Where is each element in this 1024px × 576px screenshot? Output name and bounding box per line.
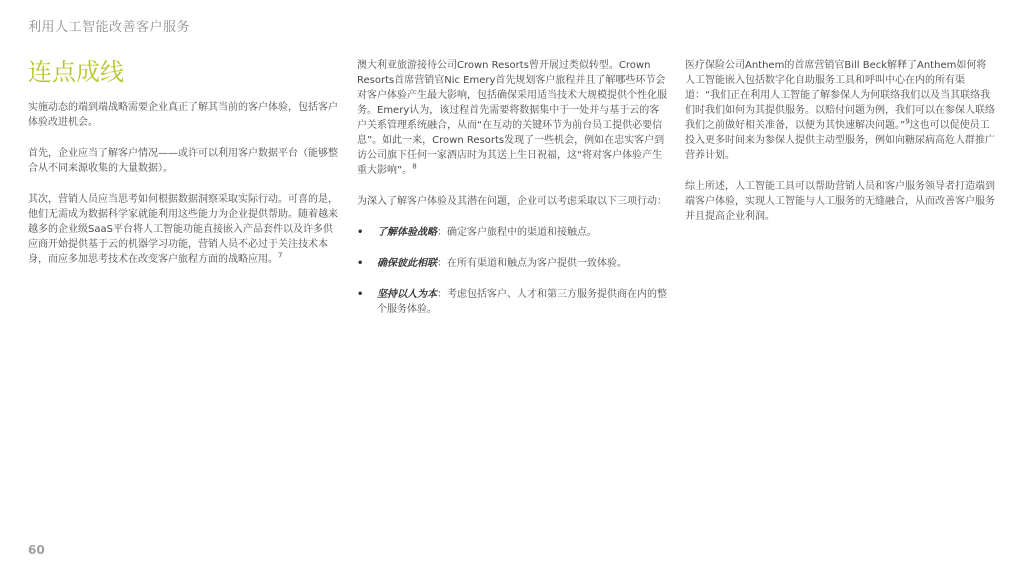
column-right bbox=[685, 58, 995, 240]
list-item-title: 坚持以人为本 bbox=[377, 289, 437, 300]
footnote-ref: 8 bbox=[412, 162, 417, 171]
list-item-title: 了解体验战略 bbox=[377, 227, 437, 238]
column-middle bbox=[357, 58, 667, 333]
paragraph-text: 这也可以促使员工投入更多时间来为参保人提供主动型服务，例如向糖尿病高危人群推广营养计划。 bbox=[685, 120, 995, 161]
paragraph bbox=[28, 192, 338, 267]
list-item bbox=[357, 256, 667, 271]
paragraph-text: 综上所述，人工智能工具可以帮助营销人员和客户服务领导者打造端到端客户体验，实现人工智能与人工服务的无缝融合，从而改善客户服务并且提高企业利润。 bbox=[685, 181, 995, 222]
page-heading: 连点成线 bbox=[28, 58, 124, 86]
paragraph-text: 澳大利亚旅游接待公司Crown Resorts曾开展过类似转型。Crown Resorts首席营销官Nic Emery首先规划客户旅程并且了解哪些环节会对客户体验产生最大影响，包括确保采用适当技术大规模提供个性化服务。Emery认为，该过程首先需要将数据集中于一处并与基于云的客户关系管理系统融合，从而“在互动的关键环节为前台员工提供必要信息”。如此一来，Crown Resorts发现了一些机会，例如在忠实客户到访公司旗下任何一家酒店时为其送上生日祝福，这“将对客户体验产生重大影响”。 bbox=[357, 60, 667, 176]
section-title: 利用人工智能改善客户服务 bbox=[28, 20, 191, 35]
bullet-icon: • bbox=[357, 227, 364, 238]
list-item-text: ：确定客户旅程中的渠道和接触点。 bbox=[437, 227, 597, 238]
column-left bbox=[28, 58, 338, 283]
paragraph bbox=[357, 58, 667, 178]
paragraph-text: 为深入了解客户体验及其潜在问题，企业可以考虑采取以下三项行动： bbox=[357, 196, 667, 207]
paragraph-text: 医疗保险公司Anthem的首席营销官Bill Beck解释了Anthem如何将人工智能嵌入包括数字化自助服务工具和呼叫中心在内的所有渠道：“我们正在利用人工智能了解参保人为何联络我们以及当其联络我们时我们如何为其提供服务。以赔付问题为例，我们可以在参保人联络我们之前做好相关准备，以便为其快速解决问题。” bbox=[685, 60, 995, 131]
footnote-ref: 9 bbox=[905, 117, 910, 126]
list-item bbox=[357, 225, 667, 240]
list-item-title: 确保彼此相联 bbox=[377, 258, 437, 269]
bullet-icon: • bbox=[357, 289, 364, 300]
footnote-ref: 7 bbox=[278, 251, 283, 260]
paragraph-text: 首先，企业应当了解客户情况——或许可以利用客户数据平台（能够整合从不同来源收集的大量数据）。 bbox=[28, 148, 338, 174]
paragraph bbox=[28, 146, 338, 176]
action-list bbox=[357, 225, 667, 317]
bullet-icon: • bbox=[357, 258, 364, 269]
list-item bbox=[357, 287, 667, 317]
list-item-text: ：在所有渠道和触点为客户提供一致体验。 bbox=[437, 258, 627, 269]
paragraph bbox=[685, 58, 995, 163]
paragraph-text: 实施动态的端到端战略需要企业真正了解其当前的客户体验，包括客户体验改进机会。 bbox=[28, 102, 338, 128]
paragraph bbox=[357, 194, 667, 209]
paragraph-text: 其次，营销人员应当思考如何根据数据洞察采取实际行动。可喜的是，他们无需成为数据科学家就能利用这些能力为企业提供帮助。随着越来越多的企业级SaaS平台将人工智能功能直接嵌入产品套件以及许多供应商开始提供基于云的机器学习功能，营销人员不必过于关注技术本身，而应多加思考技术在改变客户旅程方面的战略应用。 bbox=[28, 194, 338, 265]
list-item-text: ：考虑包括客户、人才和第三方服务提供商在内的整个服务体验。 bbox=[377, 289, 667, 315]
paragraph bbox=[28, 100, 338, 130]
paragraph bbox=[685, 179, 995, 224]
page-number: 60 bbox=[28, 543, 45, 557]
